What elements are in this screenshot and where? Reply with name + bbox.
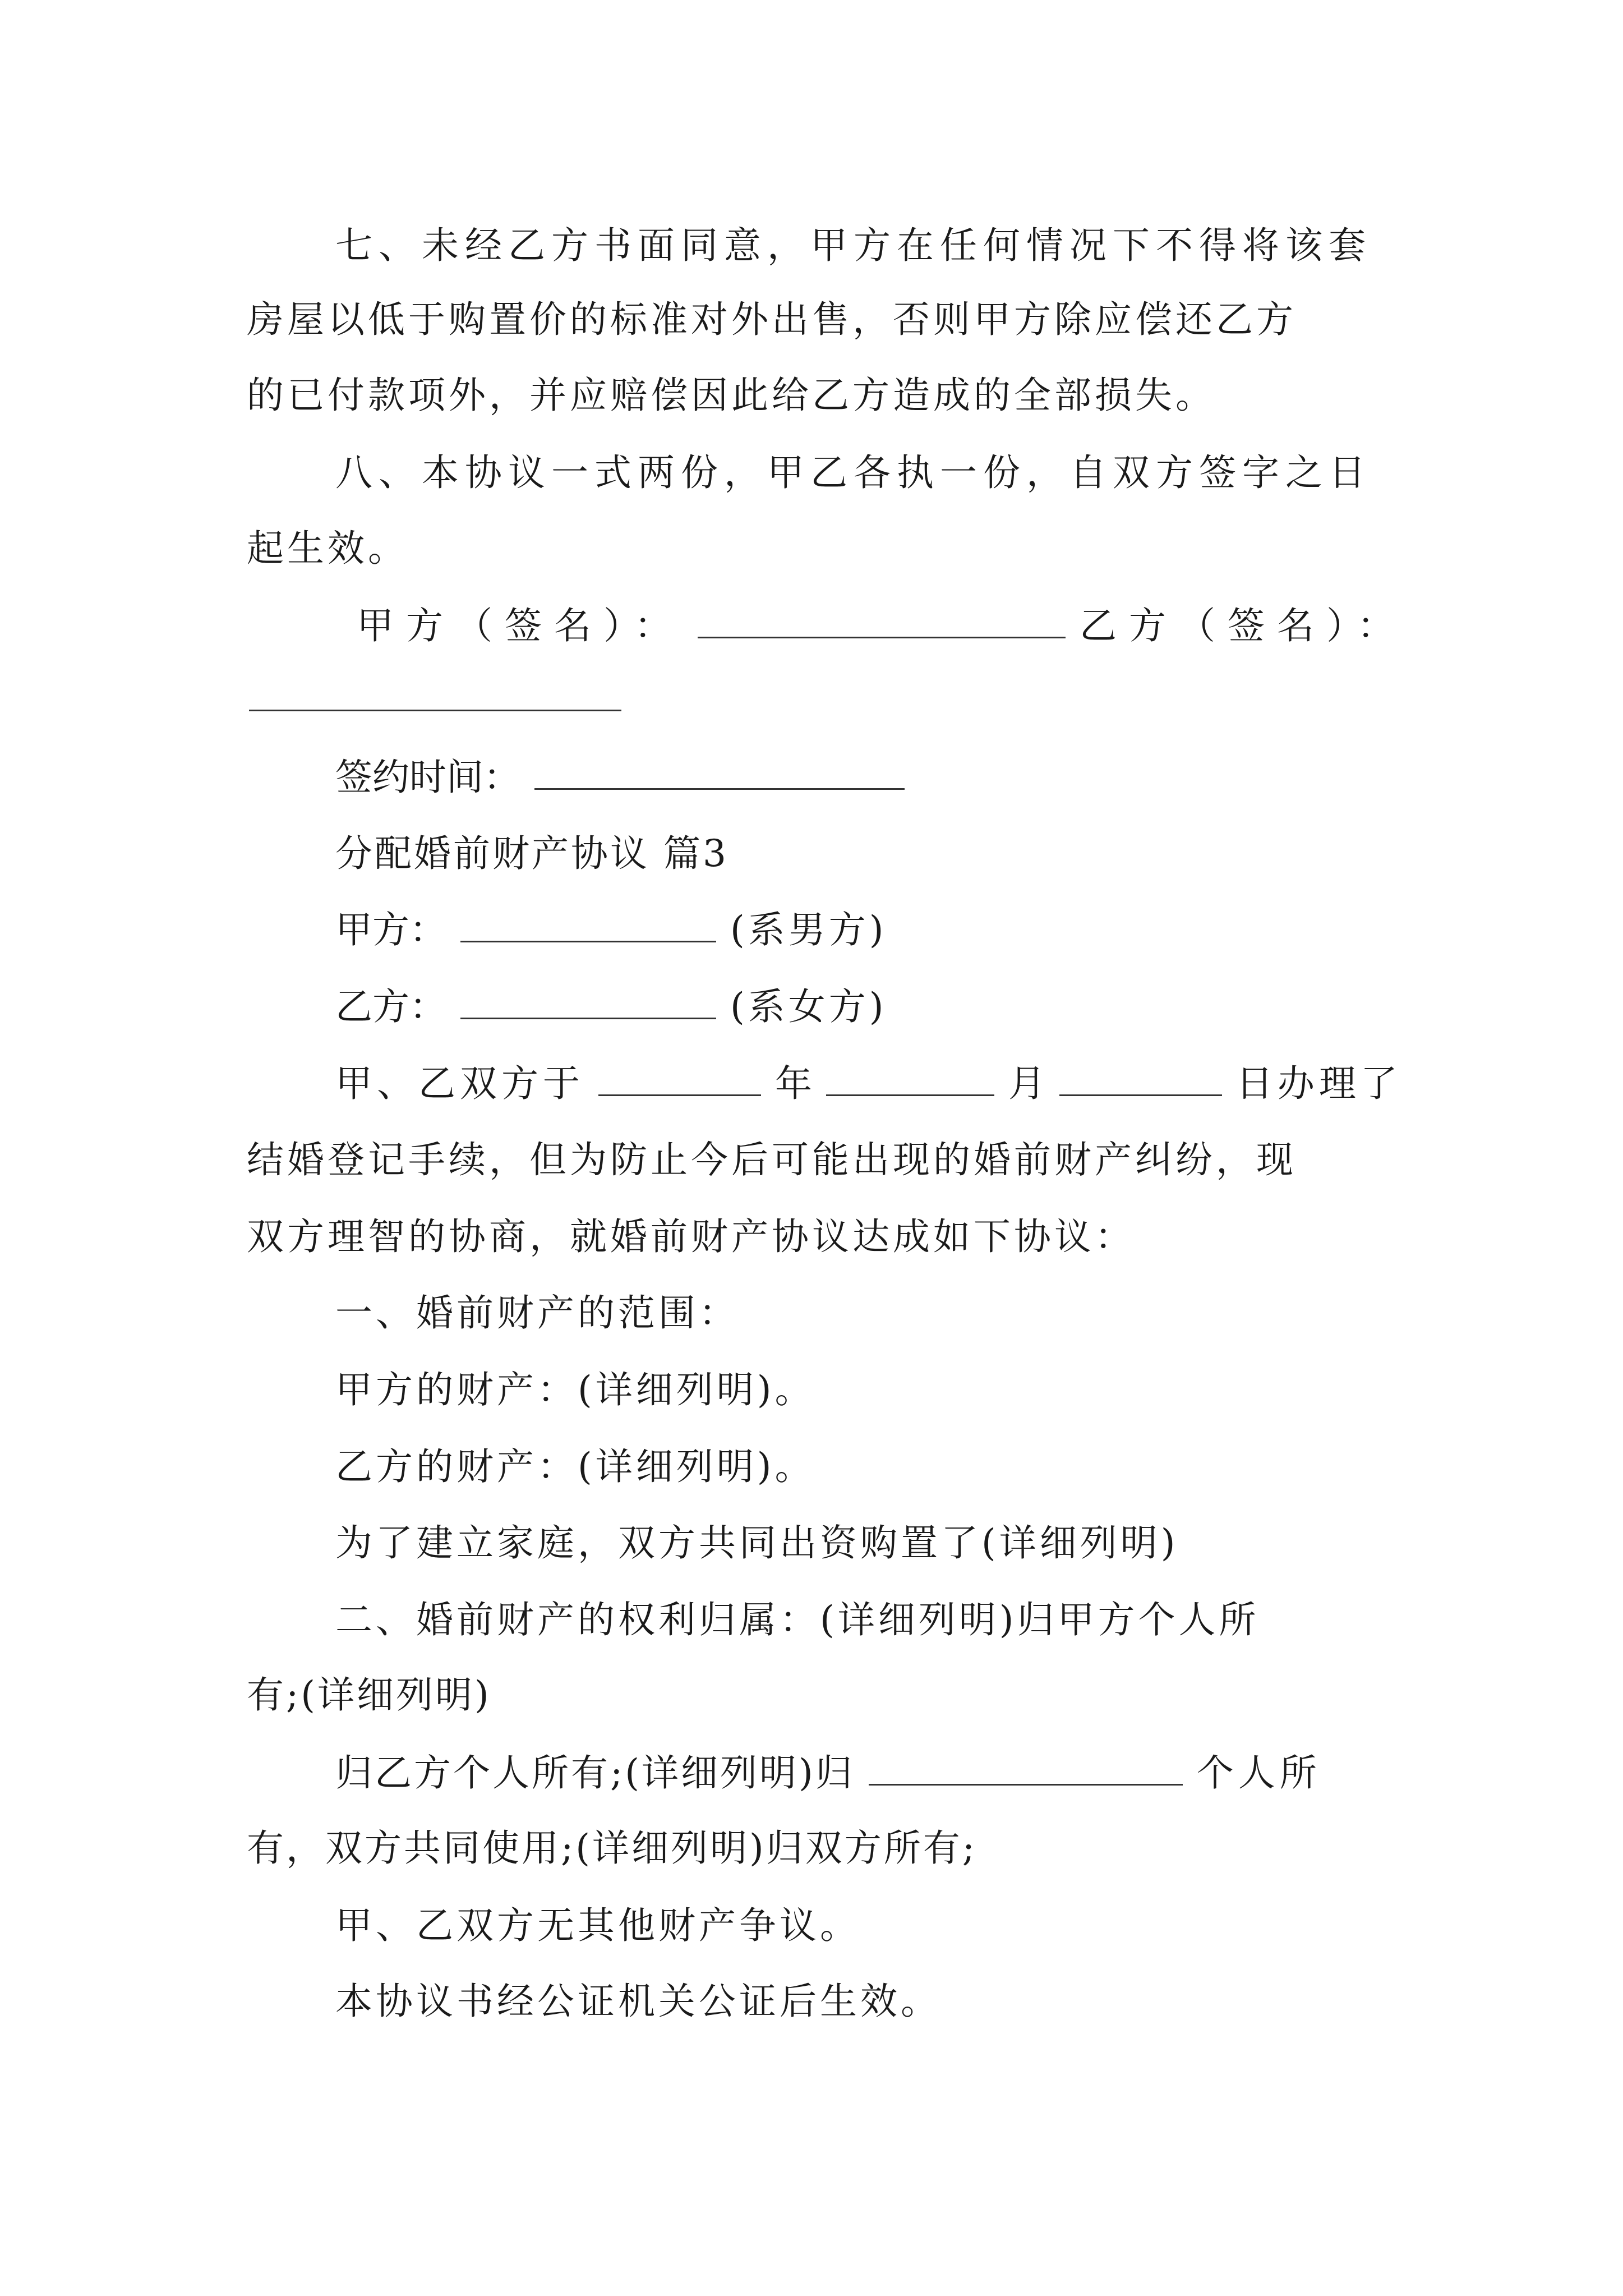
section-heading <box>335 826 728 882</box>
party-a-label: 甲方： <box>335 908 446 951</box>
text-line <box>247 521 408 577</box>
party-a-property-line <box>335 1362 815 1418</box>
party-a-name-field[interactable] <box>460 908 716 942</box>
sign-time-line <box>335 749 907 806</box>
sign-time-field[interactable] <box>534 756 905 790</box>
party-b-note: (系女方) <box>730 985 887 1028</box>
text: 八、本协议一式两份，甲乙各执一份，自双方签字之日 <box>335 451 1372 494</box>
text: 个人所 <box>1196 1751 1321 1795</box>
party-b-label: 乙方： <box>335 985 446 1028</box>
day-field[interactable] <box>1059 1062 1222 1096</box>
text-line-clause-8 <box>335 445 1372 501</box>
text: 的已付款项外，并应赔偿因此给乙方造成的全部损失。 <box>247 374 1216 417</box>
section-2-heading <box>335 1592 1260 1648</box>
text: 日办理了 <box>1235 1062 1402 1105</box>
text: 房屋以低于购置价的标准对外出售，否则甲方除应偿还乙方 <box>247 298 1297 341</box>
text: 归乙方个人所有;(详细列明)归 <box>335 1751 855 1795</box>
ownership-line <box>335 1745 1321 1801</box>
text-line <box>247 1820 977 1876</box>
notary-line <box>335 1973 941 2030</box>
heading-text: 分配婚前财产协议 篇3 <box>335 832 728 875</box>
text: 有，双方共同使用;(详细列明)归双方所有; <box>247 1826 977 1870</box>
no-dispute-line <box>335 1898 860 1954</box>
text: 一、婚前财产的范围： <box>335 1291 739 1335</box>
text: 甲方的财产：(详细列明)。 <box>335 1368 815 1411</box>
text: 乙方的财产：(详细列明)。 <box>335 1445 815 1488</box>
text-line <box>247 1209 1135 1265</box>
text-line <box>247 1667 491 1723</box>
party-b-property-line <box>335 1439 815 1495</box>
text: 月 <box>1008 1062 1045 1105</box>
text-line-clause-7 <box>335 218 1378 274</box>
party-b-signature-label: 乙方（签名）： <box>1079 604 1407 647</box>
party-b-signature-field[interactable] <box>249 677 621 711</box>
party-a-line <box>335 902 887 958</box>
text: 结婚登记手续，但为防止今后可能出现的婚前财产纠纷，现 <box>247 1138 1297 1181</box>
text: 起生效。 <box>247 527 408 570</box>
text: 七、未经乙方书面同意，甲方在任何情况下不得将该套 <box>335 224 1372 267</box>
party-a-signature-field[interactable] <box>698 604 1066 638</box>
signature-line <box>357 598 1407 654</box>
month-field[interactable] <box>826 1062 994 1096</box>
text: 双方理智的协商，就婚前财产协议达成如下协议： <box>247 1215 1135 1258</box>
signature-line-continued <box>247 671 624 727</box>
text: 甲、乙双方无其他财产争议。 <box>335 1904 860 1947</box>
party-a-signature-label: 甲方（签名）： <box>357 604 684 647</box>
sign-time-label: 签约时间： <box>335 756 520 799</box>
text: 本协议书经公证机关公证后生效。 <box>335 1980 941 2023</box>
text: 二、婚前财产的权利归属：(详细列明)归甲方个人所 <box>335 1598 1260 1641</box>
text-line <box>247 292 1383 348</box>
text: 有;(详细列明) <box>247 1673 491 1717</box>
marriage-date-line <box>335 1056 1402 1112</box>
text-line <box>247 1132 1297 1188</box>
party-b-name-field[interactable] <box>460 985 716 1019</box>
text: 为了建立家庭，双方共同出资购置了(详细列明) <box>335 1521 1179 1565</box>
text: 甲、乙双方于 <box>335 1062 584 1105</box>
section-1-heading <box>335 1285 739 1341</box>
joint-property-line <box>335 1515 1179 1571</box>
party-a-note: (系男方) <box>730 908 887 951</box>
text: 年 <box>774 1062 812 1105</box>
year-field[interactable] <box>598 1062 761 1096</box>
owner-name-field[interactable] <box>869 1751 1183 1786</box>
text-line <box>247 367 1216 424</box>
party-b-line <box>335 979 887 1035</box>
